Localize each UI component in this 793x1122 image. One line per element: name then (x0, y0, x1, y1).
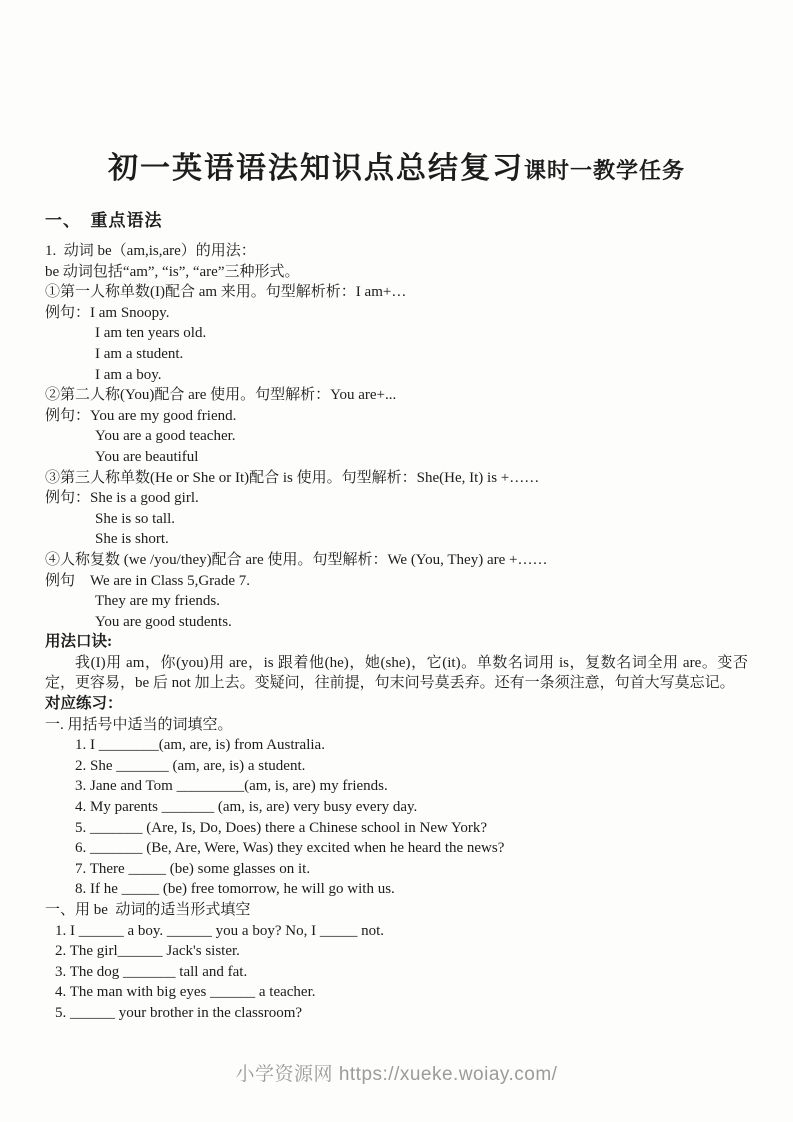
rule4-example: They are my friends. (95, 593, 220, 610)
rule2-head: ②第二人称(You)配合 are 使用。句型解析：You are+... (45, 387, 397, 404)
rule4-head: ④人称复数 (we /you/they)配合 are 使用。句型解析：We (You, They) are +…… (45, 551, 548, 568)
exercise2-item-3: 3. The dog _______ tall and fat. (55, 963, 248, 980)
mnemonic-heading: 用法口诀: (45, 633, 113, 651)
exercise1-title: 一. 用括号中适当的词填空。 (45, 716, 233, 733)
document-title (0, 0, 793, 197)
mnemonic-text: 我(I)用 am，你(you)用 are，is 跟着他(he)，她(she)，它(it)。单数名词用 is，复数名词全用 are。变否定，更容易，be 后 not 加上去。变疑问，往前提，句末问号莫丢弃。还有一条须注意，句首大写莫忘记。 (45, 654, 748, 692)
rule3-head: ③第三人称单数(He or She or It)配合 is 使用。句型解析：She(He, It) is +…… (45, 469, 540, 486)
rule3-example: She is short. (95, 531, 169, 548)
rule1-example-first: 例句：I am Snoopy. (45, 304, 170, 321)
rule4-example: You are good students. (95, 613, 232, 630)
rule4-example-first: 例句 We are in Class 5,Grade 7. (45, 572, 250, 589)
exercise1-item-1: 1. I ________(am, are, is) from Australia. (75, 737, 325, 754)
exercise2-item-4: 4. The man with big eyes ______ a teacher. (55, 984, 316, 1001)
exercise1-item-4: 4. My parents _______ (am, is, are) very busy every day. (75, 799, 418, 816)
rule3-example: She is so tall. (95, 510, 176, 527)
exercise1-item-8: 8. If he _____ (be) free tomorrow, he will go with us. (75, 881, 395, 898)
exercise1-item-6: 6. _______ (Be, Are, Were, Was) they excited when he heard the news? (75, 840, 505, 857)
exercise1-item-7: 7. There _____ (be) some glasses on it. (75, 860, 311, 877)
exercise2-title: 一、用 be 动词的适当形式填空 (45, 902, 251, 918)
practice-heading: 对应练习： (45, 695, 123, 713)
exercise1-item-2: 2. She _______ (am, are, is) a student. (75, 757, 306, 774)
section-heading-key-grammar: 一、 重点语法 (45, 211, 163, 230)
document-body (45, 241, 748, 1024)
rule3-example-first: 例句：She is a good girl. (45, 490, 199, 507)
rule2-example: You are beautiful (95, 448, 199, 465)
exercise2-item-1: 1. I ______ a boy. ______ you a boy? No, I _____ not. (55, 922, 384, 939)
intro-line-be-forms: be 动词包括“am”, “is”, “are”三种形式。 (45, 263, 300, 280)
title-suffix-text: 课时一教学任务 (523, 158, 685, 183)
rule1-example: I am a student. (95, 345, 184, 362)
rule2-example: You are a good teacher. (95, 428, 236, 445)
rule1-head: ①第一人称单数(I)配合 am 来用。句型解析析：I am+… (45, 284, 407, 301)
intro-line-verb-be-usage: 1. 动词 be（am,is,are）的用法： (45, 243, 256, 259)
title-main-text: 初一英语语法知识点总结复习 (107, 152, 524, 185)
exercise2-item-5: 5. ______ your brother in the classroom? (55, 1004, 303, 1021)
rule2-example-first: 例句：You are my good friend. (45, 407, 237, 424)
exercise2-item-2: 2. The girl______ Jack's sister. (55, 943, 240, 960)
exercise1-item-3: 3. Jane and Tom _________(am, is, are) my friends. (75, 778, 388, 795)
footer-watermark: 小学资源网 https://xueke.woiay.com/ (235, 1064, 558, 1085)
exercise1-item-5: 5. _______ (Are, Is, Do, Does) there a Chinese school in New York? (75, 819, 488, 836)
rule1-example: I am ten years old. (95, 325, 207, 342)
rule1-example: I am a boy. (95, 366, 162, 383)
